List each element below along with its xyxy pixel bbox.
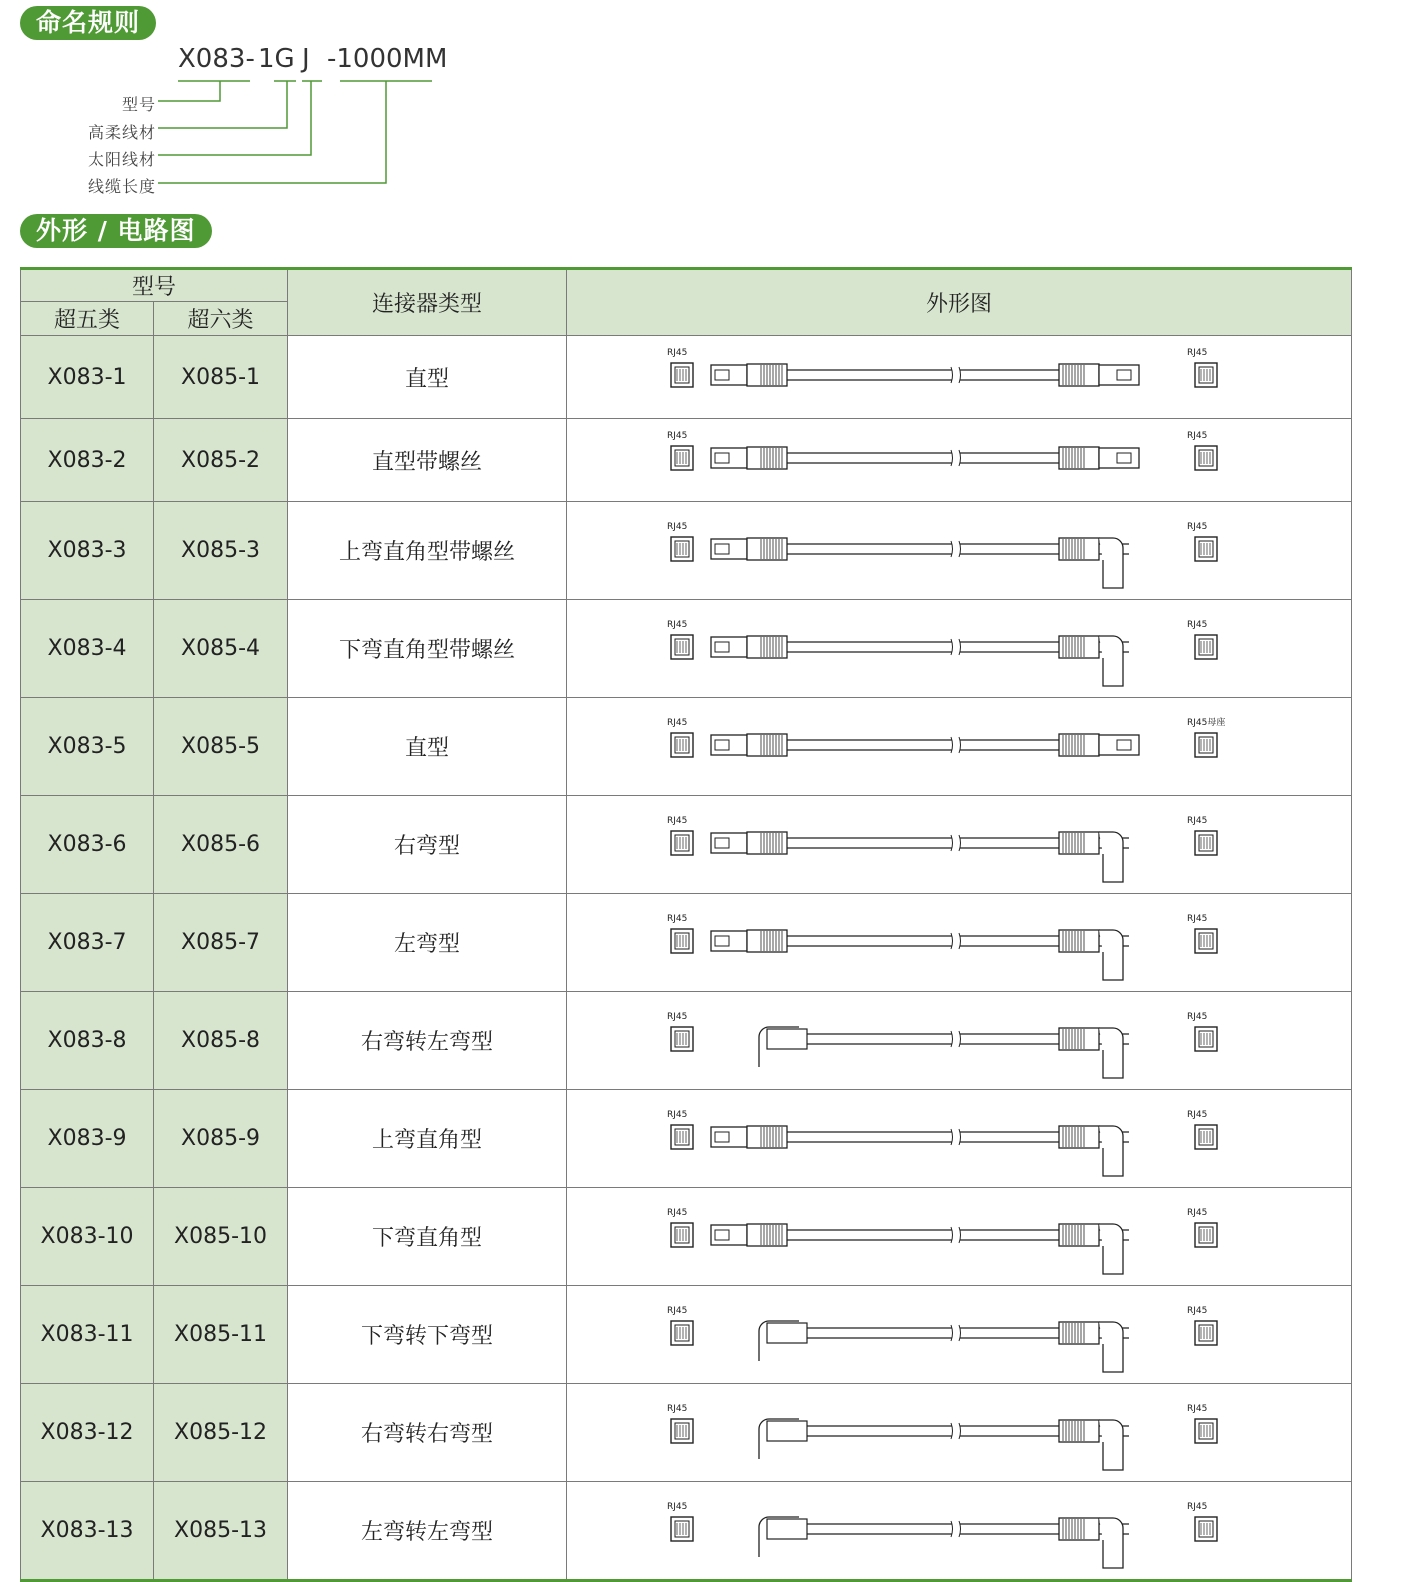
connector-type: 直型 xyxy=(288,336,567,419)
connector-type: 直型 xyxy=(288,698,567,796)
cable-outline-drawing xyxy=(659,1090,1259,1183)
model-cat6: X085-9 xyxy=(154,1090,288,1188)
connector-type: 右弯转左弯型 xyxy=(288,992,567,1090)
code-length: -1000MM xyxy=(327,44,448,74)
outline-drawing-cell xyxy=(567,796,1352,894)
connector-type: 左弯型 xyxy=(288,894,567,992)
right-rj45-label: RJ45 xyxy=(1187,348,1208,358)
right-rj45-label: RJ45母座 xyxy=(1187,718,1226,728)
table-row xyxy=(21,336,1352,419)
right-rj45-label: RJ45 xyxy=(1187,1404,1208,1414)
model-cat6: X085-13 xyxy=(154,1482,288,1581)
left-rj45-label: RJ45 xyxy=(667,348,688,358)
cable-outline-drawing xyxy=(659,419,1259,497)
table-row xyxy=(21,1188,1352,1286)
connector-type: 下弯转下弯型 xyxy=(288,1286,567,1384)
model-cat5e: X083-8 xyxy=(21,992,154,1090)
code-model: X083- xyxy=(178,44,255,74)
connector-type: 右弯转右弯型 xyxy=(288,1384,567,1482)
connector-type: 上弯直角型带螺丝 xyxy=(288,502,567,600)
table-row xyxy=(21,992,1352,1090)
outline-drawing-cell xyxy=(567,336,1352,419)
table-row xyxy=(21,894,1352,992)
connector-type: 右弯型 xyxy=(288,796,567,894)
right-rj45-label: RJ45 xyxy=(1187,1110,1208,1120)
left-rj45-label: RJ45 xyxy=(667,1306,688,1316)
right-rj45-label: RJ45 xyxy=(1187,914,1208,924)
model-cat5e: X083-7 xyxy=(21,894,154,992)
model-cat5e: X083-4 xyxy=(21,600,154,698)
connector-type: 下弯直角型带螺丝 xyxy=(288,600,567,698)
table-row xyxy=(21,1286,1352,1384)
left-rj45-label: RJ45 xyxy=(667,816,688,826)
model-cat6: X085-11 xyxy=(154,1286,288,1384)
header-model: 型号 xyxy=(21,269,288,302)
model-cat6: X085-1 xyxy=(154,336,288,419)
model-cat5e: X083-11 xyxy=(21,1286,154,1384)
label-cable-length: 线缆长度 xyxy=(87,177,156,196)
model-cat5e: X083-3 xyxy=(21,502,154,600)
outline-drawing-cell xyxy=(567,698,1352,796)
table-row xyxy=(21,1482,1352,1581)
model-cat6: X085-10 xyxy=(154,1188,288,1286)
left-rj45-label: RJ45 xyxy=(667,1502,688,1512)
code-sun: J xyxy=(302,44,310,74)
right-rj45-label: RJ45 xyxy=(1187,620,1208,630)
connector-type: 直型带螺丝 xyxy=(288,419,567,502)
model-cat6: X085-12 xyxy=(154,1384,288,1482)
left-rj45-label: RJ45 xyxy=(667,431,688,441)
header-cat6: 超六类 xyxy=(154,302,288,336)
cable-outline-drawing xyxy=(659,796,1259,889)
cable-outline-drawing xyxy=(659,894,1259,987)
left-rj45-label: RJ45 xyxy=(667,1012,688,1022)
outline-drawing-cell xyxy=(567,1482,1352,1581)
outline-drawing-cell xyxy=(567,502,1352,600)
table-row xyxy=(21,796,1352,894)
left-rj45-label: RJ45 xyxy=(667,1404,688,1414)
code-flex: 1G xyxy=(258,44,295,74)
label-high-flex: 高柔线材 xyxy=(87,123,156,142)
model-cat5e: X083-1 xyxy=(21,336,154,419)
model-cat5e: X083-6 xyxy=(21,796,154,894)
cable-outline-drawing xyxy=(659,600,1259,693)
left-rj45-label: RJ45 xyxy=(667,718,688,728)
outline-drawing-cell xyxy=(567,1286,1352,1384)
label-model: 型号 xyxy=(121,95,156,114)
cable-outline-drawing xyxy=(659,1482,1259,1575)
label-sun-cable: 太阳线材 xyxy=(87,150,156,169)
cable-outline-drawing xyxy=(659,502,1259,595)
cable-outline-drawing xyxy=(659,992,1259,1085)
table-row xyxy=(21,502,1352,600)
left-rj45-label: RJ45 xyxy=(667,620,688,630)
right-rj45-label: RJ45 xyxy=(1187,1012,1208,1022)
model-cat5e: X083-13 xyxy=(21,1482,154,1581)
outline-drawing-cell xyxy=(567,1188,1352,1286)
header-cat5e: 超五类 xyxy=(21,302,154,336)
outline-drawing-cell xyxy=(567,1090,1352,1188)
right-rj45-label: RJ45 xyxy=(1187,816,1208,826)
model-cat5e: X083-10 xyxy=(21,1188,154,1286)
spec-table xyxy=(20,267,1352,1582)
model-cat6: X085-7 xyxy=(154,894,288,992)
connector-type: 下弯直角型 xyxy=(288,1188,567,1286)
naming-leader-lines xyxy=(0,0,460,200)
cable-outline-drawing xyxy=(659,1188,1259,1281)
model-cat6: X085-8 xyxy=(154,992,288,1090)
outline-drawing-cell xyxy=(567,1384,1352,1482)
cable-outline-drawing xyxy=(659,1286,1259,1379)
outline-drawing-cell xyxy=(567,894,1352,992)
table-row xyxy=(21,1090,1352,1188)
model-cat6: X085-4 xyxy=(154,600,288,698)
model-cat6: X085-6 xyxy=(154,796,288,894)
model-cat6: X085-5 xyxy=(154,698,288,796)
model-cat6: X085-2 xyxy=(154,419,288,502)
cable-outline-drawing xyxy=(659,1384,1259,1477)
outline-circuit-title: 外形 / 电路图 xyxy=(20,214,212,248)
outline-drawing-cell xyxy=(567,419,1352,502)
table-row xyxy=(21,1384,1352,1482)
cable-outline-drawing xyxy=(659,698,1259,791)
connector-type: 上弯直角型 xyxy=(288,1090,567,1188)
header-connector-type: 连接器类型 xyxy=(288,269,567,336)
model-cat5e: X083-12 xyxy=(21,1384,154,1482)
left-rj45-label: RJ45 xyxy=(667,1110,688,1120)
outline-drawing-cell xyxy=(567,600,1352,698)
left-rj45-label: RJ45 xyxy=(667,914,688,924)
left-rj45-label: RJ45 xyxy=(667,522,688,532)
outline-drawing-cell xyxy=(567,992,1352,1090)
right-rj45-label: RJ45 xyxy=(1187,1306,1208,1316)
model-cat5e: X083-5 xyxy=(21,698,154,796)
right-rj45-label: RJ45 xyxy=(1187,522,1208,532)
right-rj45-label: RJ45 xyxy=(1187,1502,1208,1512)
header-outline: 外形图 xyxy=(567,269,1352,336)
left-rj45-label: RJ45 xyxy=(667,1208,688,1218)
table-row xyxy=(21,419,1352,502)
right-rj45-label: RJ45 xyxy=(1187,431,1208,441)
model-cat6: X085-3 xyxy=(154,502,288,600)
connector-type: 左弯转左弯型 xyxy=(288,1482,567,1581)
model-cat5e: X083-9 xyxy=(21,1090,154,1188)
table-row xyxy=(21,600,1352,698)
cable-outline-drawing xyxy=(659,336,1259,414)
right-rj45-label: RJ45 xyxy=(1187,1208,1208,1218)
model-cat5e: X083-2 xyxy=(21,419,154,502)
naming-rules-title: 命名规则 xyxy=(20,6,156,40)
table-row xyxy=(21,698,1352,796)
